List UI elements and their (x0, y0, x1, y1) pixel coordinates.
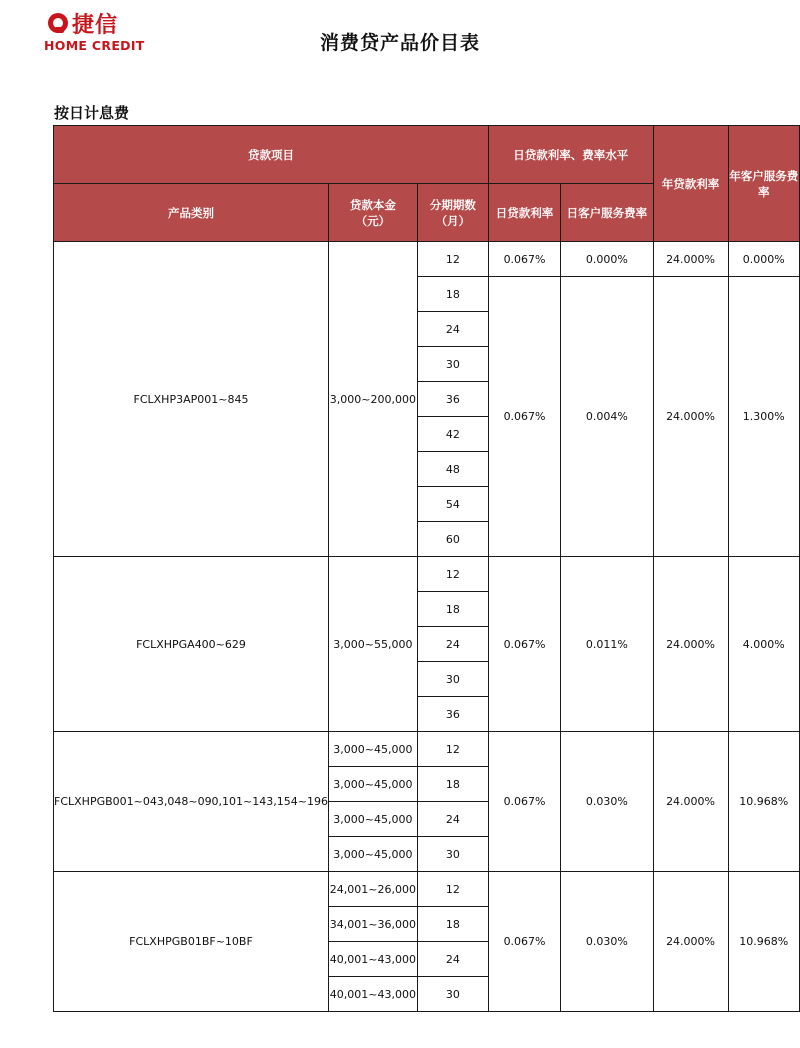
daily-service-cell: 0.030% (561, 732, 653, 872)
header-term-label: 分期期数（月） (429, 197, 476, 228)
header-annual-rate: 年贷款利率 (653, 126, 728, 242)
term-cell: 30 (417, 347, 488, 382)
annual-rate-cell: 24.000% (653, 242, 728, 277)
header-term (417, 184, 488, 242)
principal-cell: 3,000~45,000 (328, 732, 417, 767)
daily-rate-cell: 0.067% (488, 732, 560, 872)
header-daily-service: 日客户服务费率 (561, 184, 653, 242)
principal-cell: 3,000~45,000 (328, 802, 417, 837)
term-cell: 30 (417, 837, 488, 872)
annual-service-cell: 10.968% (728, 732, 799, 872)
product-principal: 3,000~200,000 (328, 242, 417, 557)
principal-cell: 24,001~26,000 (328, 872, 417, 907)
principal-cell: 34,001~36,000 (328, 907, 417, 942)
header-principal (328, 184, 417, 242)
section-title: 按日计息费 (54, 104, 130, 122)
annual-rate-cell: 24.000% (653, 732, 728, 872)
table-row (54, 242, 800, 277)
daily-service-cell: 0.030% (561, 872, 653, 1012)
annual-service-cell: 0.000% (728, 242, 799, 277)
principal-cell: 3,000~45,000 (328, 767, 417, 802)
header-daily-rate-group: 日贷款利率、费率水平 (488, 126, 653, 184)
product-name: FCLXHPGB01BF~10BF (54, 872, 329, 1012)
daily-rate-cell: 0.067% (488, 242, 560, 277)
term-cell: 12 (417, 732, 488, 767)
annual-rate-cell: 24.000% (653, 277, 728, 557)
term-cell: 36 (417, 697, 488, 732)
term-cell: 60 (417, 522, 488, 557)
table-row (54, 557, 800, 592)
annual-rate-cell: 24.000% (653, 872, 728, 1012)
term-cell: 24 (417, 942, 488, 977)
principal-cell: 3,000~45,000 (328, 837, 417, 872)
daily-service-cell: 0.000% (561, 242, 653, 277)
daily-rate-cell: 0.067% (488, 277, 560, 557)
term-cell: 18 (417, 767, 488, 802)
logo-en-text: HOME CREDIT (44, 38, 145, 53)
term-cell: 24 (417, 312, 488, 347)
annual-service-cell: 4.000% (728, 557, 799, 732)
table-row (54, 872, 800, 907)
daily-service-cell: 0.004% (561, 277, 653, 557)
header-annual-service: 年客户服务费率 (728, 126, 799, 242)
product-name: FCLXHP3AP001~845 (54, 242, 329, 557)
term-cell: 24 (417, 802, 488, 837)
header-daily-rate: 日贷款利率 (488, 184, 560, 242)
header-loan-item: 贷款项目 (54, 126, 489, 184)
term-cell: 18 (417, 907, 488, 942)
term-cell: 36 (417, 382, 488, 417)
product-principal: 3,000~55,000 (328, 557, 417, 732)
term-cell: 54 (417, 487, 488, 522)
daily-rate-cell: 0.067% (488, 872, 560, 1012)
page-title: 消费贷产品价目表 (319, 32, 480, 54)
annual-rate-cell: 24.000% (653, 557, 728, 732)
product-name: FCLXHPGA400~629 (54, 557, 329, 732)
term-cell: 42 (417, 417, 488, 452)
term-cell: 12 (417, 242, 488, 277)
logo-cn-text: 捷信 (72, 12, 119, 38)
daily-service-cell: 0.011% (561, 557, 653, 732)
annual-service-cell: 10.968% (728, 872, 799, 1012)
term-cell: 24 (417, 627, 488, 662)
principal-cell: 40,001~43,000 (328, 942, 417, 977)
table-row (54, 732, 800, 767)
annual-service-cell: 1.300% (728, 277, 799, 557)
term-cell: 30 (417, 662, 488, 697)
daily-rate-cell: 0.067% (488, 557, 560, 732)
term-cell: 18 (417, 592, 488, 627)
principal-cell: 40,001~43,000 (328, 977, 417, 1012)
term-cell: 12 (417, 557, 488, 592)
price-table (53, 125, 800, 1012)
header-product-type: 产品类别 (54, 184, 329, 242)
product-name: FCLXHPGB001~043,048~090,101~143,154~196 (54, 732, 329, 872)
header-principal-label: 贷款本金（元） (349, 197, 396, 228)
term-cell: 12 (417, 872, 488, 907)
term-cell: 30 (417, 977, 488, 1012)
term-cell: 18 (417, 277, 488, 312)
term-cell: 48 (417, 452, 488, 487)
